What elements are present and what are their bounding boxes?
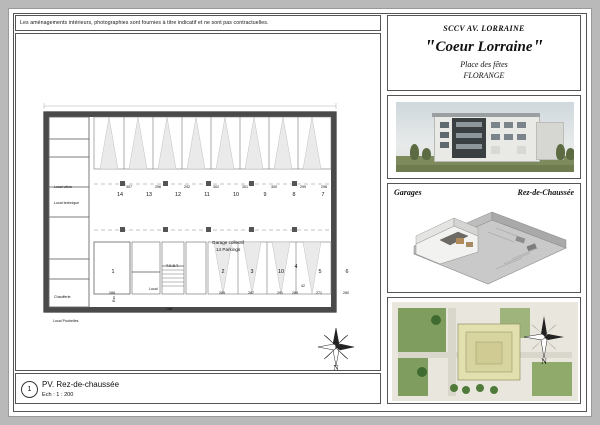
- company-name: SCCV AV. LORRAINE: [443, 24, 525, 33]
- garages-label: Garages: [394, 188, 422, 197]
- rez-de-chaussee-label: Rez-de-Chaussée: [517, 188, 574, 197]
- project-name-line: [388, 36, 580, 59]
- stall-area: 291: [277, 291, 283, 295]
- project-city: FLORANGE: [463, 71, 505, 80]
- room-label-hall: Hall: [166, 307, 173, 311]
- stall-number: 10: [278, 269, 284, 275]
- building-render-image: [396, 102, 574, 172]
- stall-number: 9: [263, 192, 267, 198]
- stall-number: 14: [117, 192, 123, 198]
- stall-number: 2: [221, 269, 225, 275]
- stall-number: 12: [175, 192, 181, 198]
- stall-area: 285: [219, 291, 225, 295]
- stall-area: 280: [343, 291, 349, 295]
- stall-area: 296: [155, 185, 161, 189]
- stall-number: 6: [345, 269, 349, 275]
- quote-close: ": [532, 36, 544, 58]
- stall-area: 287: [248, 291, 254, 295]
- stall-area: 307: [126, 185, 132, 189]
- disclaimer-note: Les aménagements intérieurs, photographies sont fournies à titre indicatif et ne sont pas contractuelles.: [15, 15, 381, 31]
- stall-area: 300: [271, 185, 277, 189]
- stall-number: 5: [318, 269, 322, 275]
- garage-collectif-label: Garage collectif: [212, 240, 244, 245]
- project-header-box: [387, 15, 581, 91]
- project-name: Coeur Lorraine: [435, 39, 533, 55]
- stall-area: 302: [213, 185, 219, 189]
- stall-area: 289: [292, 291, 298, 295]
- title-block: [15, 373, 381, 404]
- stall-area: 288: [109, 291, 115, 295]
- floor-plan: [15, 33, 381, 371]
- stall-number: 13: [146, 192, 152, 198]
- room-label-local-technique: Local technique: [54, 201, 80, 205]
- stall-number: 4: [294, 264, 298, 270]
- stall-number: 1: [111, 269, 115, 275]
- room-label-chaufferie: Chaufferie: [54, 295, 71, 299]
- quote-open: ": [424, 36, 436, 58]
- room-label-esc: Esc.: [112, 295, 116, 302]
- garages-axonometric-image: [396, 202, 574, 288]
- building-photo-box: [387, 95, 581, 179]
- stall-area: 271: [316, 291, 322, 295]
- sheet-scale: Ech : 1 : 200: [42, 392, 74, 398]
- stall-number: 8: [292, 192, 296, 198]
- stall-area: 292: [184, 185, 190, 189]
- project-place: Place des fêtes: [460, 60, 508, 69]
- stall-area: 301: [242, 185, 248, 189]
- drawing-sheet: [8, 8, 592, 417]
- site-plan-box: [387, 297, 581, 404]
- sheet-index-badge: 1: [21, 381, 38, 398]
- compass-rose: [316, 326, 356, 371]
- right-panel: [387, 15, 581, 404]
- room-label-local: Local: [149, 287, 158, 291]
- svg-text:N: N: [333, 364, 339, 370]
- stall-number: 7: [321, 192, 325, 198]
- garage-parkings-count: 14 Parkings: [216, 247, 241, 252]
- room-label-local-velos: Local vélos: [54, 185, 72, 189]
- compass-rose-site: [522, 314, 566, 369]
- stall-number: 3: [250, 269, 254, 275]
- left-panel: [15, 15, 381, 404]
- garages-3d-box: [387, 183, 581, 293]
- compass-north-label: N: [541, 357, 547, 364]
- sheet-title: PV. Rez-de-chaussée: [42, 380, 120, 389]
- room-label-local-poubelles: Local Poubelles: [53, 319, 79, 323]
- room-label-tgbt: T.G.B.T.: [166, 264, 179, 268]
- stall-area: 298: [321, 185, 327, 189]
- stall-number: 11: [204, 192, 210, 198]
- stall-area: 299: [300, 185, 306, 189]
- misc-dimension: 42: [301, 284, 305, 288]
- stall-number: 10: [233, 192, 239, 198]
